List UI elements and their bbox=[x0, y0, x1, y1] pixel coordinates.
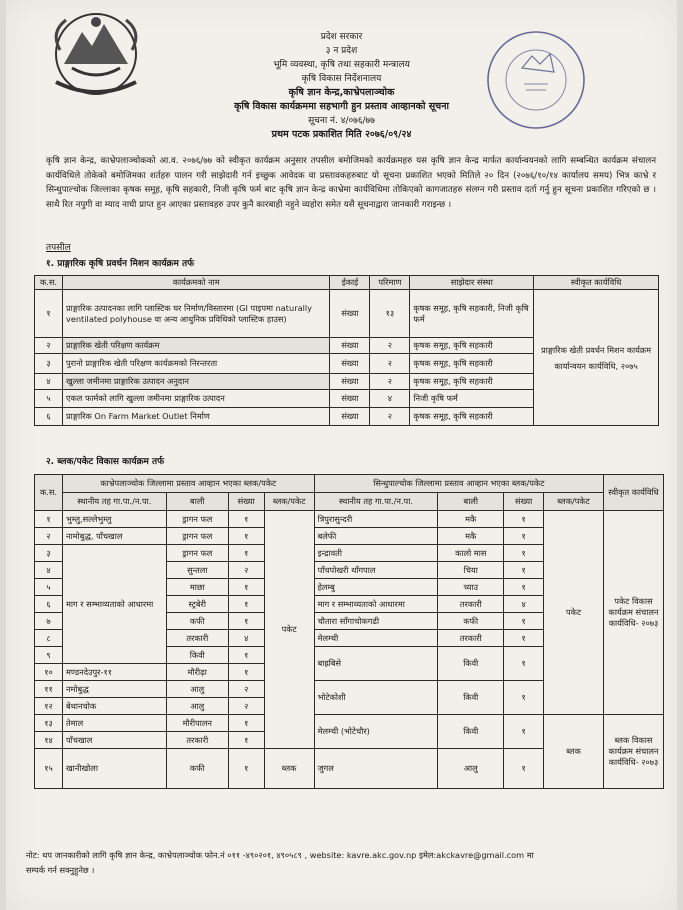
row-count: ४ bbox=[228, 630, 264, 647]
row-partner: कृषक समूह, कृषि सहकारी bbox=[410, 338, 534, 354]
row-count: १ bbox=[504, 511, 544, 528]
row-sn: ६ bbox=[35, 408, 63, 426]
row-sn: ६ bbox=[35, 596, 63, 613]
row-partner: निजी कृषि फर्म bbox=[410, 390, 534, 408]
col-procedure: स्वीकृत कार्यविधि bbox=[534, 276, 659, 290]
section1-procedure: प्राङ्गारिक खेती प्रवर्धन मिशन कार्यक्रम कार्यान्वयन कार्यविधि, २०७५ bbox=[534, 290, 659, 426]
row-local-level: पाँचखाल bbox=[62, 732, 166, 749]
table-row bbox=[35, 715, 664, 732]
row-crop: ड्रागन फल bbox=[166, 511, 228, 528]
row-qty: २ bbox=[370, 408, 410, 426]
row-crop: सुन्तला bbox=[166, 562, 228, 579]
footer-closing: सम्पर्क गर्न सक्नुहुनेछ । bbox=[26, 865, 95, 875]
row-local-level: भोटेकोशी bbox=[314, 681, 438, 715]
section2-table bbox=[34, 474, 664, 789]
row-local-level: हेलम्बु bbox=[314, 579, 438, 596]
sindhupalchok-header: सिन्धुपाल्चोक जिल्लामा प्रस्ताव आव्हान भएका ब्लक/पकेट bbox=[314, 475, 603, 493]
row-count: २ bbox=[228, 681, 264, 698]
col-crop: बाली bbox=[438, 493, 504, 511]
row-crop: ड्रागन फल bbox=[166, 528, 228, 545]
row-count: १ bbox=[504, 681, 544, 715]
row-count: १ bbox=[504, 630, 544, 647]
row-count: १ bbox=[504, 749, 544, 789]
row-local-level: त्रिपुरासुन्दरी bbox=[314, 511, 438, 528]
row-count: १ bbox=[504, 545, 544, 562]
row-count: ४ bbox=[504, 596, 544, 613]
col-count: संख्या bbox=[504, 493, 544, 511]
row-crop: तरकारी bbox=[438, 630, 504, 647]
col-partner: साझेदार संस्था bbox=[410, 276, 534, 290]
row-qty: २ bbox=[370, 354, 410, 374]
row-local-level: नामोबुद्ध, पाँचखाल bbox=[62, 528, 166, 545]
col-sn: क.स. bbox=[35, 276, 63, 290]
col-program: कार्यक्रमको नाम bbox=[62, 276, 329, 290]
row-sn: ९ bbox=[35, 647, 63, 664]
row-sn: १५ bbox=[35, 749, 63, 789]
header-office: कृषि ज्ञान केन्द्र,काभ्रेपलाञ्चोक bbox=[288, 87, 395, 98]
row-crop: मौरीपालन bbox=[166, 715, 228, 732]
row-crop: किवी bbox=[438, 681, 504, 715]
row-crop: चिया bbox=[438, 562, 504, 579]
row-crop: ड्रागन फल bbox=[166, 545, 228, 562]
col-unit: ईकाई bbox=[330, 276, 370, 290]
header-directorate: कृषि विकास निर्देशनालय bbox=[301, 74, 382, 84]
footer-contact: नोट: थप जानकारीको लागि कृषि ज्ञान केन्द्र, काभ्रेपलाञ्चोक फोन.नं ०११ -४९०२०१, ४९०५८९ , website: kavre.akc.gov.np इमेल:akckavre@gmail.com मा bbox=[26, 850, 534, 860]
row-local-level: इन्द्रावती bbox=[314, 545, 438, 562]
col-sn: क.स. bbox=[35, 475, 63, 511]
block-procedure: ब्लक विकास कार्यक्रम संचालन कार्यविधि- २०७३ bbox=[604, 715, 664, 789]
row-program: खुल्ला जमीनमा प्राङ्गारिक उत्पादन अनुदान bbox=[62, 374, 329, 390]
row-crop: तरकारी bbox=[438, 596, 504, 613]
row-qty: २ bbox=[370, 338, 410, 354]
row-local-level: बाह्रबिसे bbox=[314, 647, 438, 681]
section1-header-row bbox=[35, 276, 659, 290]
row-sn: ४ bbox=[35, 374, 63, 390]
row-count: १ bbox=[228, 596, 264, 613]
row-program: प्राङ्गारिक खेती परिक्षण कार्यक्रम bbox=[62, 338, 329, 354]
pocket-procedure: पकेट विकास कार्यक्रम संचालन कार्यविधि- २०७३ bbox=[604, 511, 664, 715]
row-sn: १० bbox=[35, 664, 63, 681]
row-sn: ७ bbox=[35, 613, 63, 630]
row-sn: ३ bbox=[35, 354, 63, 374]
row-count: १ bbox=[228, 647, 264, 664]
row-unit: संख्या bbox=[330, 290, 370, 338]
row-count: २ bbox=[228, 562, 264, 579]
row-count: १ bbox=[504, 528, 544, 545]
row-local-level: चौतारा साँगाचोकगढी bbox=[314, 613, 438, 630]
header-province: प्रदेश सरकार bbox=[320, 32, 363, 42]
row-local-level: मेलम्ची (भोटेचौर) bbox=[314, 715, 438, 749]
row-count: १ bbox=[228, 579, 264, 596]
notice-header bbox=[6, 30, 677, 142]
row-crop: आलु bbox=[166, 681, 228, 698]
row-local-level: तेमाल bbox=[62, 715, 166, 732]
row-crop: आलु bbox=[438, 749, 504, 789]
row-local-level: भुम्लु,सल्लेभुम्लु bbox=[62, 511, 166, 528]
row-unit: संख्या bbox=[330, 374, 370, 390]
row-sn: ४ bbox=[35, 562, 63, 579]
row-local-level: जुगल bbox=[314, 749, 438, 789]
sindhu-block: ब्लक bbox=[544, 715, 604, 789]
kavre-header: काभ्रेपलाञ्चोक जिल्लामा प्रस्ताव आव्हान भएका ब्लक/पकेट bbox=[62, 475, 314, 493]
row-count: १ bbox=[504, 715, 544, 749]
section2-heading: २. ब्लक/पकेट विकास कार्यक्रम तर्फ bbox=[46, 457, 165, 467]
row-crop: मकै bbox=[438, 528, 504, 545]
row-sn: १३ bbox=[35, 715, 63, 732]
row-crop: किवी bbox=[438, 647, 504, 681]
row-program: प्राङ्गारिक उत्पादनका लागि प्लास्टिक घर निर्माण/विस्तारमा (GI पाइपमा naturally ventilated polyhouse वा अन्य आधुनिक प्रविधिको प्लास्टिक हाउस) bbox=[62, 290, 329, 338]
row-partner: कृषक समूह, कृषि सहकारी bbox=[410, 408, 534, 426]
row-unit: संख्या bbox=[330, 354, 370, 374]
row-local-level: मण्डनदेउपुर-११ bbox=[62, 664, 166, 681]
table-row bbox=[35, 511, 664, 528]
notice-number: सूचना नं. ४/०७६/७७ bbox=[308, 116, 375, 126]
row-partner: कृषक समूह, कृषि सहकारी bbox=[410, 374, 534, 390]
row-crop: कालो मास bbox=[438, 545, 504, 562]
row-crop: किवी bbox=[438, 715, 504, 749]
row-qty: १३ bbox=[370, 290, 410, 338]
col-local-level: स्थानीय तह गा.पा./न.पा. bbox=[62, 493, 166, 511]
row-crop: च्याउ bbox=[438, 579, 504, 596]
col-procedure: स्वीकृत कार्यविधि bbox=[604, 475, 664, 511]
row-local-level: बलेफी bbox=[314, 528, 438, 545]
row-crop: कफी bbox=[166, 613, 228, 630]
row-count: १ bbox=[228, 732, 264, 749]
row-crop: माछा bbox=[166, 579, 228, 596]
row-crop: कफी bbox=[438, 613, 504, 630]
row-count: १ bbox=[228, 715, 264, 732]
row-local-level: मेलम्ची bbox=[314, 630, 438, 647]
row-sn: ५ bbox=[35, 579, 63, 596]
section2-header-row bbox=[35, 475, 664, 493]
row-qty: २ bbox=[370, 374, 410, 390]
row-crop: स्ट्रबेरी bbox=[166, 596, 228, 613]
row-count: १ bbox=[504, 579, 544, 596]
row-unit: संख्या bbox=[330, 338, 370, 354]
section1-table bbox=[34, 275, 659, 426]
first-publication-date: प्रथम पटक प्रकाशित मिति २०७६/०९/२४ bbox=[271, 129, 412, 140]
header-ministry: भूमि व्यवस्था, कृषि तथा सहकारी मन्त्रालय bbox=[273, 60, 410, 70]
row-crop: कफी bbox=[166, 749, 228, 789]
row-sn: ८ bbox=[35, 630, 63, 647]
sindhu-pocket: पकेट bbox=[544, 511, 604, 715]
row-sn: १४ bbox=[35, 732, 63, 749]
row-sn: २ bbox=[35, 338, 63, 354]
row-sn: १ bbox=[35, 511, 63, 528]
row-local-level: माग र सम्भाव्यताको आधारमा bbox=[62, 545, 166, 664]
row-crop: तरकारी bbox=[166, 630, 228, 647]
header-province-no: ३ न प्रदेश bbox=[325, 46, 358, 56]
row-count: १ bbox=[228, 511, 264, 528]
row-sn: ११ bbox=[35, 681, 63, 698]
row-local-level: पाँचपोखरी थाँगपाल bbox=[314, 562, 438, 579]
row-crop: मकै bbox=[438, 511, 504, 528]
section2-subheader-row bbox=[35, 493, 664, 511]
row-sn: २ bbox=[35, 528, 63, 545]
notice-title: कृषि विकास कार्यक्रममा सहभागी हुन प्रस्ताव आव्हानको सूचना bbox=[234, 101, 449, 112]
row-count: १ bbox=[504, 647, 544, 681]
row-qty: ४ bbox=[370, 390, 410, 408]
col-count: संख्या bbox=[228, 493, 264, 511]
row-partner: कृषक समूह, कृषि सहकारी bbox=[410, 354, 534, 374]
col-block-pocket: ब्लक/पकेट bbox=[264, 493, 314, 511]
row-unit: संख्या bbox=[330, 390, 370, 408]
row-crop: आलु bbox=[166, 698, 228, 715]
notice-body: कृषि ज्ञान केन्द्र, काभ्रेपलाञ्चोकको आ.व. २०७६/७७ को स्वीकृत कार्यक्रम अनुसार तपसील बमोजिमको कार्यक्रमहरु यस कृषि ज्ञान केन्द्र मार्फत कार्यान्वयनको लागि सम्बन्धित कार्यक्रम संचालन कार्यविधिले तोकेको बमोजिमका शर्तहरु पालन गरी साझेदारी गर्न इच्छुक आवेदक वा प्रस्तावकहरुबाट यो सूचना प्रकाशित भएको मितिले २० दिन (२०७६/१०/१४ कार्यालय समय) भित्र काभ्रे र सिन्धुपाल्चोक जिल्लाका कृषक समूह, कृषि सहकारी, निजी कृषि फर्म बाट कृषि ज्ञान केन्द्र काभ्रेमा कार्यविधिमा तोकिएको कागजातहरु संलग्न गरी प्रस्ताव दर्ता गर्नु हुन सूचना प्रकाशित गरिएको छ । साथै रित नपुगी वा म्याद नाघी प्राप्त हुन आएका प्रस्तावहरु उपर कुनै कारबाही नहुने व्यहोरा समेत यसै सूचनाद्वारा जानकारी गराइन्छ । bbox=[46, 156, 656, 210]
col-crop: बाली bbox=[166, 493, 228, 511]
row-crop: मौरीढ़ा bbox=[166, 664, 228, 681]
footer-note bbox=[26, 848, 666, 878]
row-count: २ bbox=[228, 698, 264, 715]
row-local-level: बेथानचोक bbox=[62, 698, 166, 715]
col-block-pocket: ब्लक/पकेट bbox=[544, 493, 604, 511]
row-sn: ३ bbox=[35, 545, 63, 562]
col-qty: परिमाण bbox=[370, 276, 410, 290]
table-row bbox=[35, 290, 659, 338]
details-label: तपसील bbox=[46, 243, 71, 253]
row-count: १ bbox=[228, 664, 264, 681]
row-count: १ bbox=[228, 749, 264, 789]
row-count: १ bbox=[228, 528, 264, 545]
notice-page bbox=[6, 0, 677, 910]
row-sn: १२ bbox=[35, 698, 63, 715]
row-crop: किवी bbox=[166, 647, 228, 664]
row-program: प्राङ्गारिक On Farm Market Outlet निर्माण bbox=[62, 408, 329, 426]
kavre-block: ब्लक bbox=[264, 749, 314, 789]
row-local-level: खानीखोला bbox=[62, 749, 166, 789]
row-count: १ bbox=[228, 545, 264, 562]
kavre-pocket: पकेट bbox=[264, 511, 314, 749]
row-sn: ५ bbox=[35, 390, 63, 408]
row-count: १ bbox=[504, 562, 544, 579]
row-local-level: माग र सम्भाव्यताको आधारमा bbox=[314, 596, 438, 613]
section1-heading: १. प्राङ्गारिक कृषि प्रवर्धन मिशन कार्यक्रम तर्फ bbox=[46, 259, 195, 269]
row-count: १ bbox=[504, 613, 544, 630]
row-crop: तरकारी bbox=[166, 732, 228, 749]
row-count: १ bbox=[228, 613, 264, 630]
row-program: पुरानो प्राङ्गारिक खेती परिक्षण कार्यक्रमको निरन्तरता bbox=[62, 354, 329, 374]
row-local-level: नमोबुद्ध bbox=[62, 681, 166, 698]
row-sn: १ bbox=[35, 290, 63, 338]
col-local-level: स्थानीय तह गा.पा./न.पा. bbox=[314, 493, 438, 511]
row-unit: संख्या bbox=[330, 408, 370, 426]
row-program: एकल फार्मको लागि खुल्ला जमीनमा प्राङ्गारिक उत्पादन bbox=[62, 390, 329, 408]
row-partner: कृषक समूह, कृषि सहकारी, निजी कृषि फर्म bbox=[410, 290, 534, 338]
